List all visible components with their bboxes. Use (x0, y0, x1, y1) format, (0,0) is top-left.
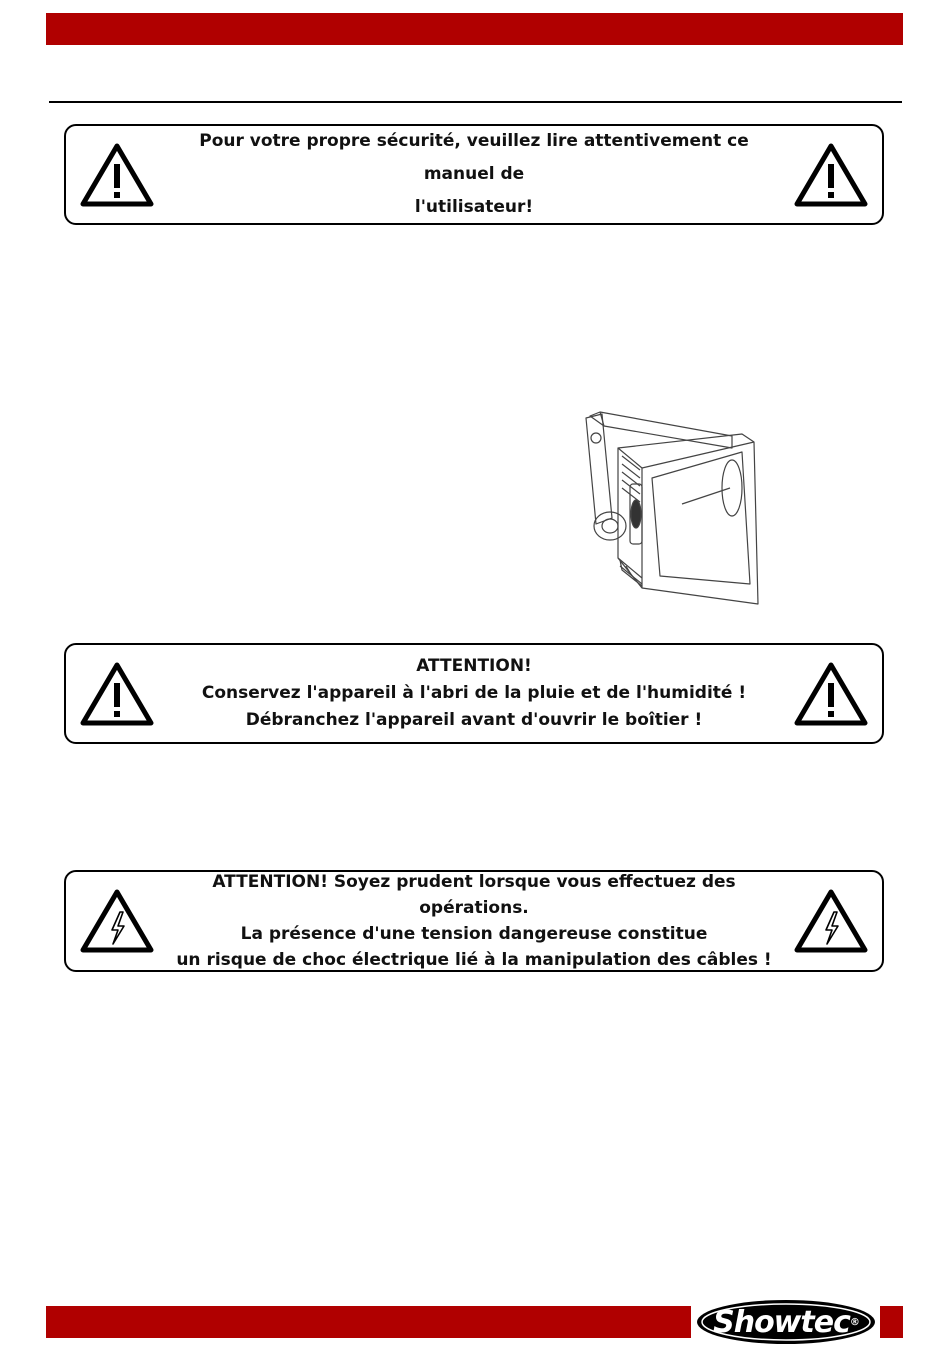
warning-line: Pour votre propre sécurité, veuillez lire attentivement ce manuel de (199, 131, 749, 184)
warning-line: La présence d'une tension dangereuse constitue (240, 924, 708, 944)
warning-text (166, 126, 782, 223)
lightning-triangle-icon (80, 888, 154, 954)
exclamation-triangle-icon (794, 661, 868, 727)
attention-rain-moisture (64, 643, 884, 744)
exclamation-triangle-icon (80, 661, 154, 727)
brand-logo-text (695, 1298, 877, 1346)
attention-electric-shock (64, 870, 884, 972)
footer-accent-bar (46, 1306, 691, 1338)
warning-line: Conservez l'appareil à l'abri de la pluie et de l'humidité ! (201, 683, 747, 703)
header-accent-bar (46, 13, 903, 45)
warning-line: ATTENTION! (416, 656, 532, 676)
lightning-triangle-icon (794, 888, 868, 954)
footer-accent-bar-end (880, 1306, 903, 1338)
warning-line: ATTENTION! Soyez prudent lorsque vous effectuez des opérations. (212, 872, 736, 918)
product-fixture-image (582, 408, 762, 608)
warning-text (166, 645, 782, 742)
exclamation-triangle-icon (80, 142, 154, 208)
warning-line: un risque de choc électrique lié à la manipulation des câbles ! (176, 950, 772, 970)
brand-registered-mark: ® (849, 1316, 859, 1328)
warning-line: l'utilisateur! (414, 197, 534, 217)
exclamation-triangle-icon (794, 142, 868, 208)
safety-warning-read-manual (64, 124, 884, 225)
warning-line: Débranchez l'appareil avant d'ouvrir le boîtier ! (245, 710, 703, 730)
brand-name: Showtec (713, 1304, 850, 1340)
header-divider (49, 101, 902, 103)
warning-text (166, 872, 782, 970)
